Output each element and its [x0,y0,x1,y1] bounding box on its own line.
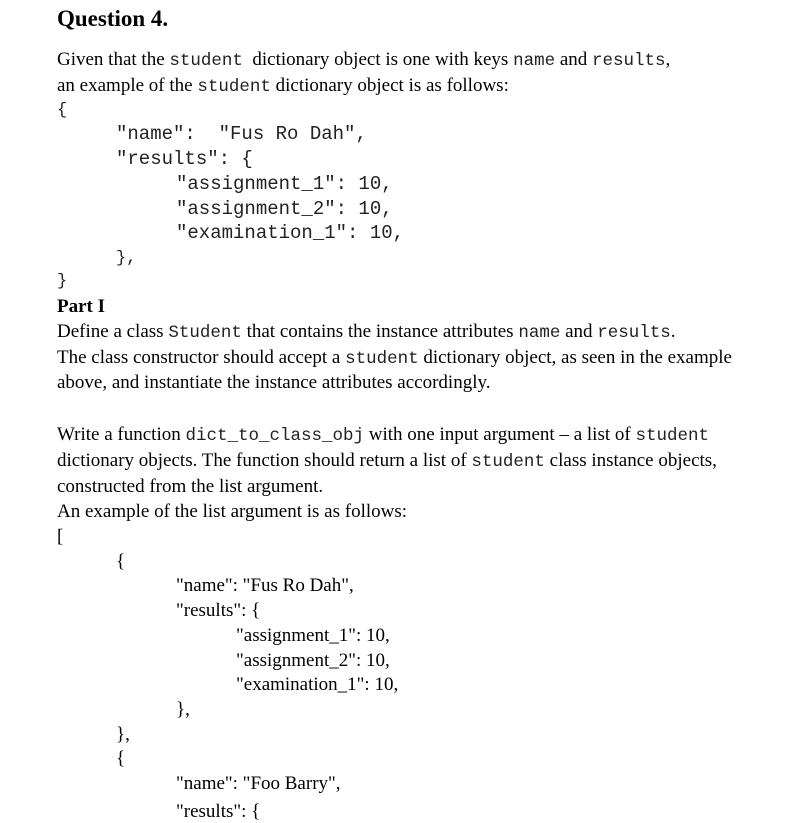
example2-obj1-assignment1: "assignment_1": 10, [236,625,390,646]
inline-code-student: student [169,51,243,71]
example2-obj1-results: "results": { [176,600,261,621]
func-text: with one input argument – a list of [364,424,636,445]
example1-assignment1: "assignment_1": 10, [176,173,393,195]
inline-code-name: name [518,323,561,343]
example2-obj2-open: { [116,748,126,769]
part1-line-3: above, and instantiate the instance attributes accordingly. [57,372,491,393]
example1-results-line: "results": { [116,148,253,170]
intro-line-2 [57,75,509,97]
inline-code-dict-to-class-obj: dict_to_class_obj [185,426,365,446]
inline-code-student: student [471,452,545,472]
func-line-2 [57,450,717,472]
example1-name-line: "name": "Fus Ro Dah", [116,123,367,145]
inline-code-Student: Student [168,323,242,343]
part1-text: dictionary object, as seen in the example [418,347,732,368]
intro-text: dictionary object is as follows: [270,75,509,96]
part1-text: that contains the instance attributes [241,321,519,342]
example1-inner-close: }, [116,249,137,268]
intro-line-1 [57,49,670,71]
part1-text: and [560,321,598,342]
example2-obj1-close: }, [116,724,130,745]
func-text: dictionary objects. The function should return a list of [57,450,472,471]
part1-heading: Part I [57,296,106,317]
part1-text: . [670,321,676,342]
example1-close-brace: } [57,272,68,291]
example2-obj1-assignment2: "assignment_2": 10, [236,650,390,671]
intro-text: , [665,49,671,70]
inline-code-results: results [592,51,666,71]
inline-code-results: results [597,323,671,343]
example2-obj1-open: { [116,551,126,572]
example2-open-bracket: [ [57,526,64,547]
example2-obj1-inner-close: }, [176,699,190,720]
example2-obj1-name: "name": "Fus Ro Dah", [176,575,354,596]
example1-assignment2: "assignment_2": 10, [176,198,393,220]
intro-text: an example of the [57,75,198,96]
example1-examination1: "examination_1": 10, [176,222,405,244]
example2-obj2-name: "name": "Foo Barry", [176,773,341,794]
func-line-4: An example of the list argument is as follows: [57,501,408,522]
question-title: Question 4. [57,6,169,31]
part1-text: Define a class [57,321,169,342]
inline-code-student: student [635,426,709,446]
intro-text: Given that the [57,49,170,70]
intro-text: and [555,49,593,70]
example2-obj1-examination1: "examination_1": 10, [236,674,399,695]
part1-text: The class constructor should accept a [57,347,346,368]
part1-line-2 [57,347,732,369]
example1-open-brace: { [57,101,68,120]
func-text: class instance objects, [544,450,717,471]
inline-code-student: student [197,77,271,97]
intro-text: dictionary object is one with keys [242,49,514,70]
func-text: Write a function [57,424,186,445]
example2-obj2-results-partial: "results": { [176,801,261,822]
inline-code-student: student [345,349,419,369]
func-line-3: constructed from the list argument. [57,476,324,497]
part1-line-1 [57,321,676,343]
func-line-1 [57,424,709,446]
inline-code-name: name [513,51,556,71]
